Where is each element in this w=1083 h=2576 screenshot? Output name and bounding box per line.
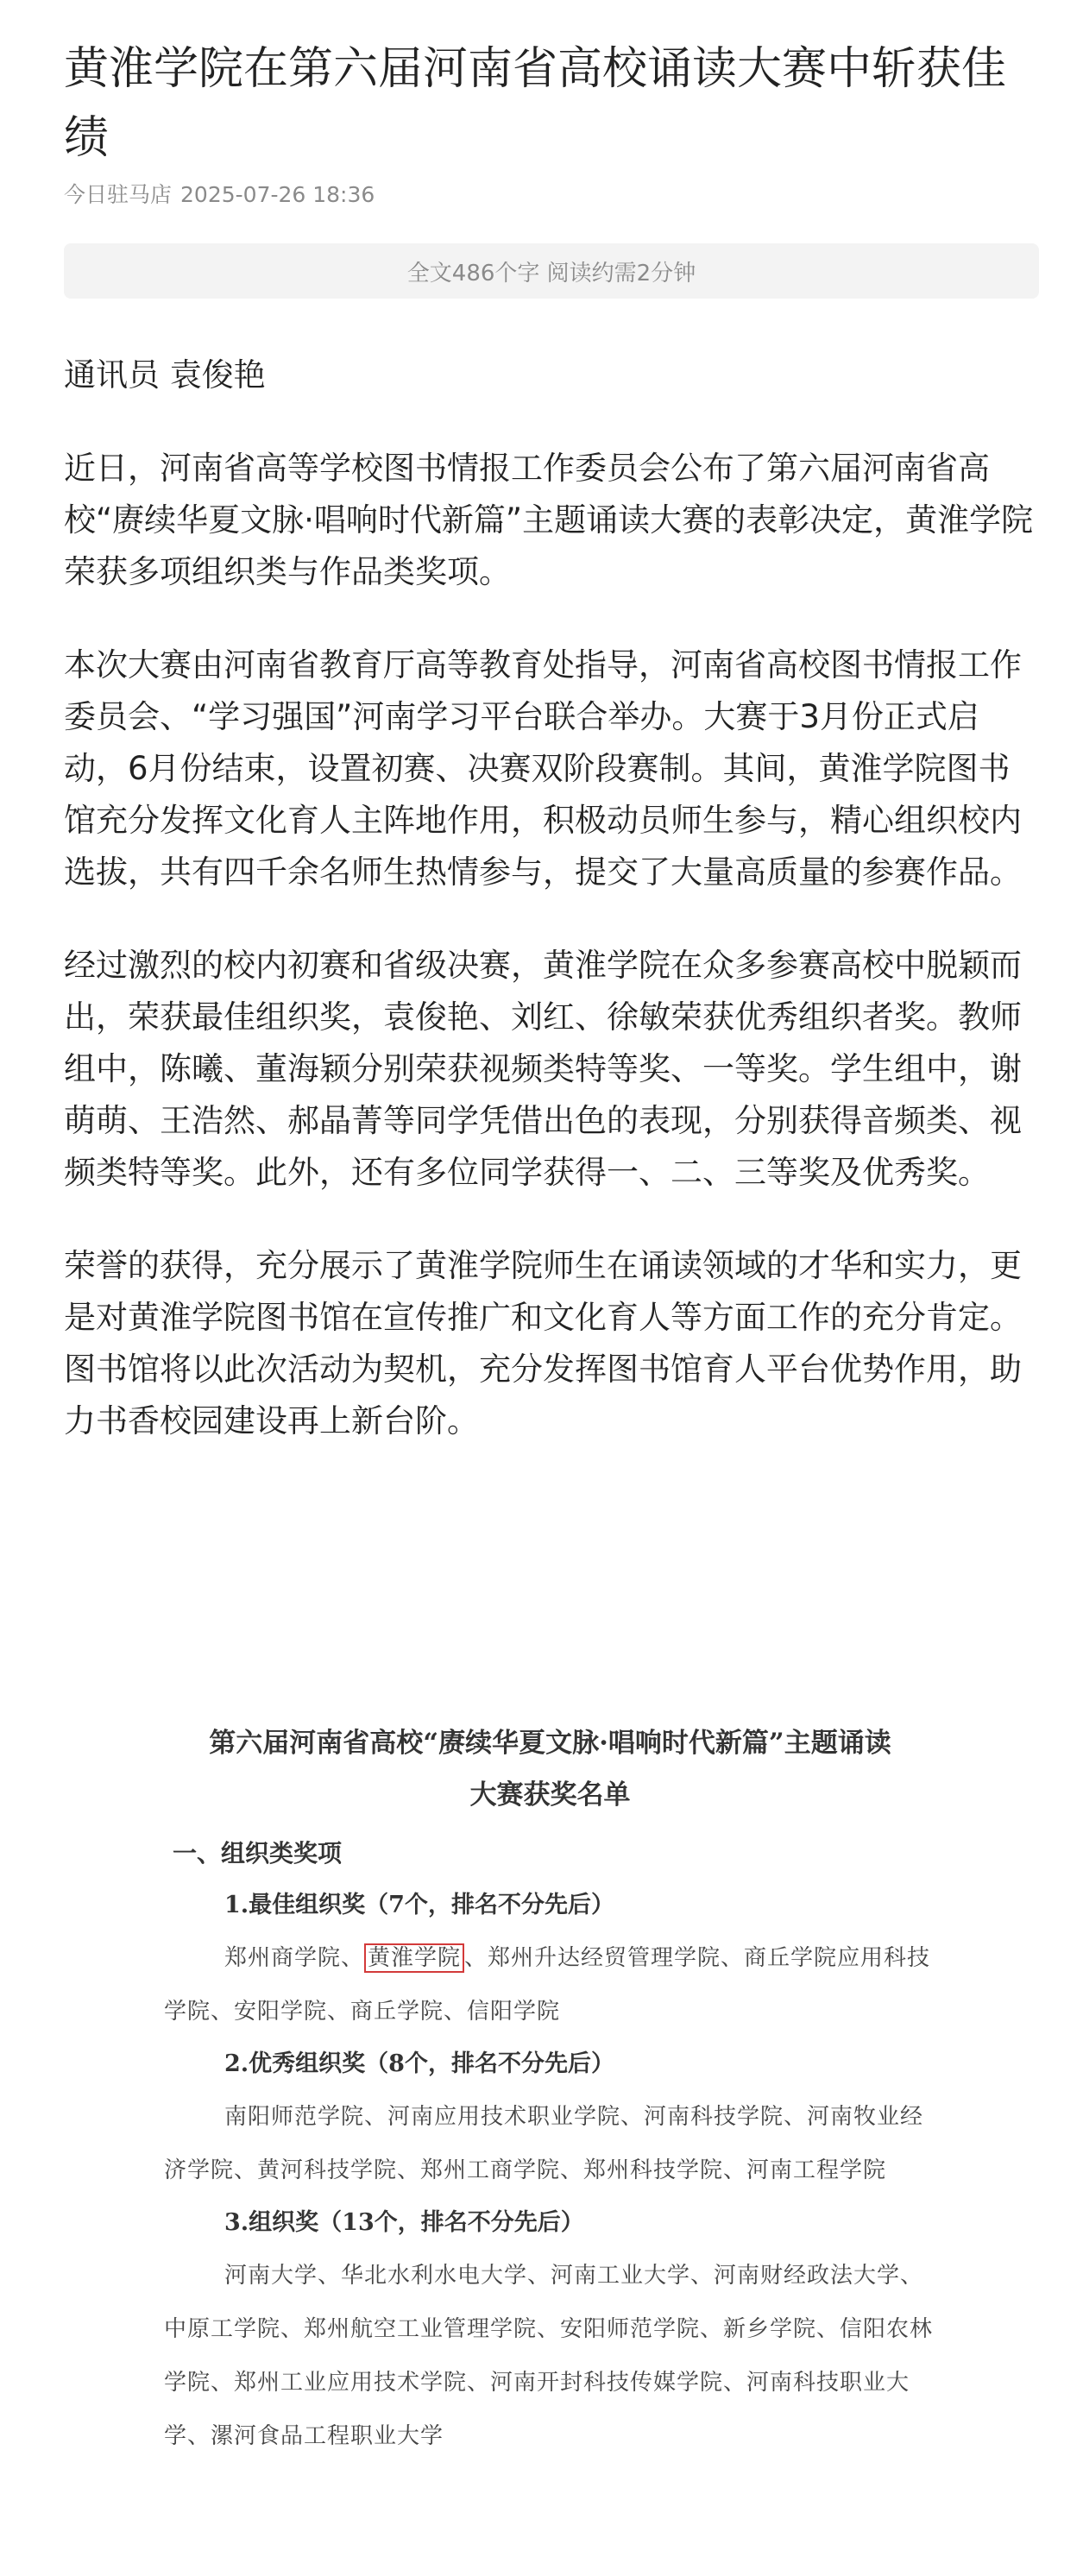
read-info-text: 全文486个字 阅读约需2分钟 <box>406 260 696 287</box>
paragraph-1: 近日，河南省高等学校图书情报工作委员会公布了第六届河南省高校“赓续华夏文脉·唱响时代新篇”主题诵读大赛的表彰决定，黄淮学院荣获多项组织类与作品类奖项。 <box>64 450 1034 590</box>
org-award-list: 河南大学、华北水利水电大学、河南工业大学、河南财经政法大学、中原工学院、郑州航空工业管理学院、安阳师范学院、新乡学院、信阳农林学院、郑州工业应用技术学院、河南开封科技传媒学院、河南科技职业大学、漯河食品工程职业大学 <box>164 2263 934 2449</box>
paragraph-4: 荣誉的获得，充分展示了黄淮学院师生在诵读领域的才华和实力，更是对黄淮学院图书馆在宣传推广和文化育人等方面工作的充分肯定。图书馆将以此次活动为契机，充分发挥图书馆育人平台优势作用，助力书香校园建设再上新台阶。 <box>64 1247 1022 1439</box>
doc-title-line1: 第六届河南省高校“赓续华夏文脉·唱响时代新篇”主题诵读 <box>209 1728 891 1759</box>
source-name[interactable]: 今日驻马店 <box>64 182 173 207</box>
doc-title-line2: 大赛获奖名单 <box>469 1779 631 1811</box>
article-meta <box>64 181 375 209</box>
org-award-heading: 3.组织奖（13个，排名不分先后） <box>224 2209 584 2236</box>
doc-section-org-awards: 一、组织类奖项 <box>173 1839 343 1867</box>
best-org-after: 、郑州升达经贸管理学院、商丘学院应用科技学院、安阳学院、商丘学院、信阳学院 <box>164 1945 931 2025</box>
best-org-heading: 1.最佳组织奖（7个，排名不分先后） <box>224 1892 614 1918</box>
best-org-before: 郑州商学院、 <box>224 1945 365 1971</box>
award-list-image[interactable] <box>147 1717 954 2572</box>
best-org-list <box>164 1931 936 2038</box>
publish-datetime: 2025-07-26 18:36 <box>180 182 375 207</box>
article-title: 黄淮学院在第六届河南省高校诵读大赛中斩获佳绩 <box>64 43 1007 164</box>
paragraph-3: 经过激烈的校内初赛和省级决赛，黄淮学院在众多参赛高校中脱颖而出，荣获最佳组织奖，袁俊艳、刘红、徐敏荣获优秀组织者奖。教师组中，陈曦、董海颖分别荣获视频类特等奖、一等奖。学生组中，谢萌萌、王浩然、郝晶菁等同学凭借出色的表现，分别获得音频类、视频类特等奖。此外，还有多位同学获得一、二、三等奖及优秀奖。 <box>64 947 1022 1191</box>
read-info-bar <box>64 243 1039 299</box>
paragraph-2: 本次大赛由河南省教育厅高等教育处指导，河南省高校图书情报工作委员会、“学习强国”河南学习平台联合举办。大赛于3月份正式启动，6月份结束，设置初赛、决赛双阶段赛制。其间，黄淮学院图书馆充分发挥文化育人主阵地作用，积极动员师生参与，精心组织校内选拔，共有四千余名师生热情参与，提交了大量高质量的参赛作品。 <box>64 646 1022 891</box>
reporter-line: 通讯员 袁俊艳 <box>64 356 266 394</box>
article-body <box>64 350 1039 1489</box>
highlighted-school: 黄淮学院 <box>364 1943 464 1973</box>
excellent-org-list: 南阳师范学院、河南应用技术职业学院、河南科技学院、河南牧业经济学院、黄河科技学院、郑州工商学院、郑州科技学院、河南工程学院 <box>164 2104 924 2183</box>
excellent-org-heading: 2.优秀组织奖（8个，排名不分先后） <box>224 2050 614 2077</box>
